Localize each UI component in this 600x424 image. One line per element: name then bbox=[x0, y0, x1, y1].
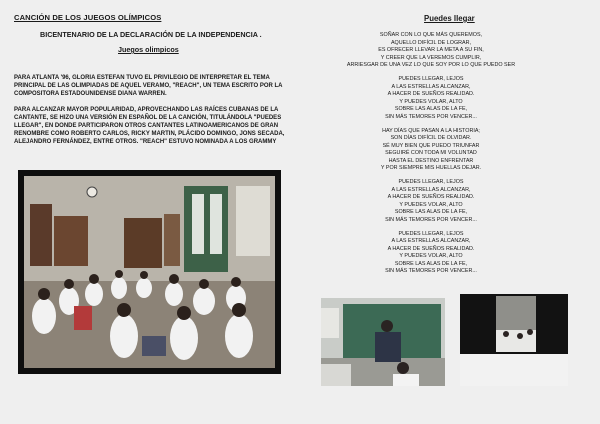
poem-stanza bbox=[320, 231, 542, 276]
poem-line: PUEDES LLEGAR, LEJOS bbox=[398, 76, 464, 82]
poem-line: A HACER DE SUEÑOS REALIDAD. bbox=[387, 91, 475, 97]
poem-line: Y POR SIEMPRE MIS HUELLAS DEJAR. bbox=[380, 165, 482, 171]
poem-line: ARRIESGAR DE UNA VEZ LO QUE SOY POR LO QUE PUEDO SER bbox=[346, 62, 516, 68]
paragraph-version: PARA ALCANZAR MAYOR POPULARIDAD, APROVECHANDO LAS RAÍCES CUBANAS DE LA CANTANTE, SE HIZO UNA VERSIÓN EN ESPAÑOL DE LA CANCIÓN, TITULÁNDOLA "PUEDES LLEGAR", EN DONDE PARTICIPARON OTROS CANTANTES LATINOAMERICANOS DE GRAN RENOMBRE COMO ROBERTO CARLOS, RICKY MARTIN, PLÁCIDO DOMINGO, JONS SECADA, ALEJANDRO FERNÁNDEZ, ENTRE OTROS. "REACH" ESTUVO NOMINADA A LOS GRAMMY bbox=[14, 107, 285, 146]
poem-line: SON DÍAS DIFÍCIL DE OLVIDAR. bbox=[390, 135, 472, 141]
page-title: CANCIÓN DE LOS JUEGOS OLÍMPICOS bbox=[14, 13, 162, 22]
poem-line: A LAS ESTRELLAS ALCANZAR, bbox=[391, 83, 471, 90]
poem-line: SOÑAR CON LO QUE MÁS QUEREMOS, bbox=[379, 32, 483, 38]
paragraph-intro: PARA ATLANTA '96, GLORIA ESTEFAN TUVO EL PRIVILEGIO DE INTERPRETAR EL TEMA PRINCIPAL DE LAS OLIMPIADAS DE AQUEL VERAMO, "REACH", UN TEMA ESCRITO POR LA COMPOSITORA ESTADOUNIDENSE DIANA WARREN. bbox=[14, 75, 283, 98]
poem-stanza bbox=[320, 76, 542, 121]
poem-line: Y PUEDES VOLAR, ALTO bbox=[399, 253, 463, 259]
poem-line: SOBRE LAS ALAS DE LA FE, bbox=[394, 260, 468, 267]
poem-line: Y PUEDES VOLAR, ALTO bbox=[399, 201, 463, 208]
poem-stanza bbox=[320, 128, 542, 173]
blackboard-photo bbox=[321, 298, 445, 386]
poem-line: A HACER DE SUEÑOS REALIDAD. bbox=[387, 245, 475, 252]
poem-line: A LAS ESTRELLAS ALCANZAR, bbox=[391, 238, 471, 244]
poem-line: SIN MÁS TEMORES POR VENCER... bbox=[385, 113, 477, 120]
poem-lyrics bbox=[320, 32, 542, 282]
poem-line: A LAS ESTRELLAS ALCANZAR, bbox=[391, 186, 471, 193]
poem-line: SIN MÁS TEMORES POR VENCER... bbox=[385, 216, 477, 223]
poem-stanza bbox=[320, 179, 542, 224]
poem-line: PUEDES LLEGAR, LEJOS bbox=[398, 230, 464, 237]
classroom-photo-frame bbox=[18, 170, 281, 374]
poem-line: SIN MÁS TEMORES POR VENCER... bbox=[385, 268, 477, 274]
classroom-photo bbox=[24, 176, 275, 368]
poem-line: SÉ MUY BIEN QUE PUEDO TRIUNFAR bbox=[382, 142, 480, 149]
poem-line: SEGUIRÉ CON TODA MI VOLUNTAD bbox=[385, 150, 477, 156]
poem-line: A HACER DE SUEÑOS REALIDAD. bbox=[387, 194, 475, 200]
poem-line: Y PUEDES VOLAR, ALTO bbox=[399, 98, 463, 105]
poem-title: Puedes llegar bbox=[424, 14, 475, 23]
poem-line: HASTA EL DESTINO ENFRENTAR bbox=[388, 157, 474, 164]
poem-line: SOBRE LAS ALAS DE LA FE, bbox=[394, 209, 468, 215]
poem-line: PUEDES LLEGAR, LEJOS bbox=[398, 179, 464, 185]
song-heading: Juegos olimpicos bbox=[118, 45, 179, 54]
doorway-photo bbox=[460, 294, 568, 386]
page-subtitle: BICENTENARIO DE LA DECLARACIÓN DE LA INDEPENDENCIA . bbox=[40, 30, 262, 39]
poem-line: SOBRE LAS ALAS DE LA FE, bbox=[394, 106, 468, 112]
poem-stanza bbox=[320, 32, 542, 70]
poem-line: ES OFRECER LLEVAR LA META A SU FIN, bbox=[378, 47, 484, 53]
poem-line: Y CREER QUE LA VEREMOS CUMPLIR, bbox=[380, 54, 482, 61]
poem-line: HAY DÍAS QUE PASAN A LA HISTORIA; bbox=[382, 127, 480, 134]
poem-line: AQUELLO DIFÍCIL DE LOGRAR, bbox=[390, 39, 472, 46]
